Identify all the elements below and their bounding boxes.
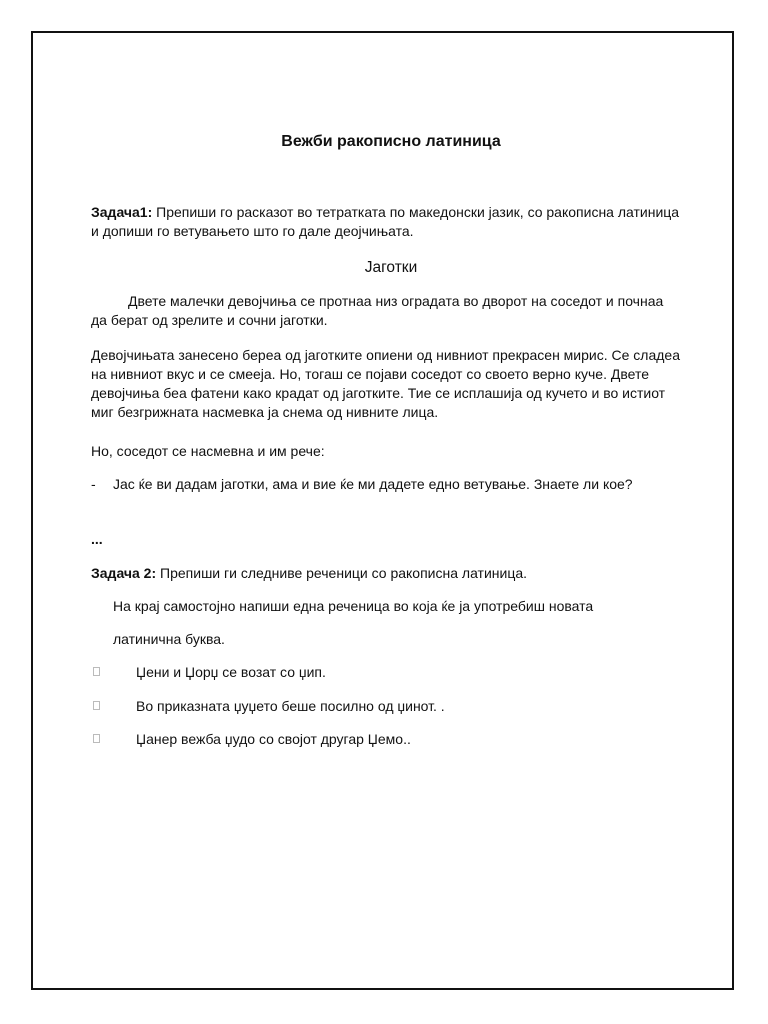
sentence-text-2: Во приказната џуџето беше посилно од џинот. . xyxy=(136,698,445,714)
bullet-box-icon xyxy=(93,734,100,743)
ellipsis: ... xyxy=(91,531,103,547)
quote-text: Јас ќе ви дадам јаготки, ама и вие ќе ми дадете едно ветување. Знаете ли кое? xyxy=(113,476,633,492)
task1-text: Препиши го расказот во тетратката по македонски јазик, со ракописна латиница и допиши го ветувањето што го дале деојчињата. xyxy=(91,204,680,239)
dash-marker: - xyxy=(91,476,96,492)
document-page xyxy=(31,31,734,990)
task1-paragraph xyxy=(91,203,681,241)
page-title: Вежби ракописно латиница xyxy=(281,133,501,150)
story-title: Јаготки xyxy=(364,259,418,276)
task2-text: Препиши ги следниве реченици со ракописна латиница. xyxy=(156,565,528,581)
task1-label: Задача1: xyxy=(91,204,153,220)
sentence-text-3: Џанер вежба џудо со својот другар Џемо.. xyxy=(136,731,411,747)
story-paragraph-1: Двете малечки девојчиња се протнаа низ оградата во дворот на соседот и почнаа да берат од зрелите и сочни јаготки. xyxy=(91,293,664,328)
bullet-box-icon xyxy=(93,667,100,676)
task2-label: Задача 2: xyxy=(91,565,157,581)
task2-paragraph xyxy=(91,564,681,583)
task2-instruction-1: На крај самостојно напиши една реченица во која ќе ја употребиш новата xyxy=(113,598,594,614)
story-paragraph-2: Девојчињата занесено береа од јаготките опиени од нивниот прекрасен мирис. Се сладеа на нивниот вкус и се смееја. Но, тогаш се појави соседот со своето верно куче. Двете девојчиња беа фатени како крадат од јаготките. Тие се исплашија од кучето и во истиот миг безгрижната насмевка ја снема од нивните лица. xyxy=(91,347,680,420)
quote-item xyxy=(91,475,673,494)
task2-instruction-2: латинична буква. xyxy=(113,631,225,647)
story-paragraph-3: Но, соседот се насмевна и им рече: xyxy=(91,443,325,459)
bullet-box-icon xyxy=(93,701,100,710)
sentence-text-1: Џени и Џорџ се возат со џип. xyxy=(136,664,326,680)
